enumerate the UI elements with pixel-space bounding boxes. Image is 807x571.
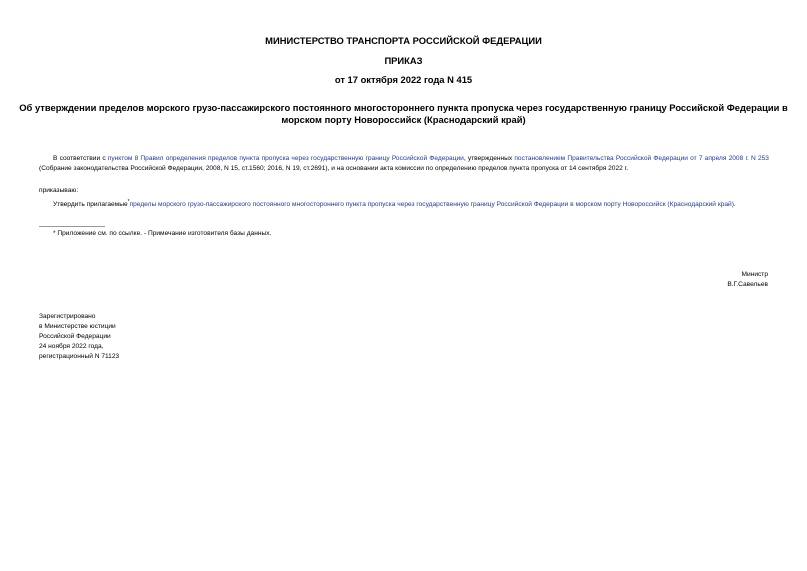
- preamble-text-2: , утвержденных: [463, 155, 515, 162]
- registration-line-5: регистрационный N 71123: [39, 353, 120, 360]
- registration-line-4: 24 ноября 2022 года,: [39, 343, 104, 350]
- preamble-text-3: (Собрание законодательства Российской Федерации, 2008, N 15, ст.1560; 2016, N 19, ст.2691), и на основании акта комиссии по определению пределов пункта пропуска от 14 сентября 2022 г.: [39, 165, 629, 173]
- government-decree-link[interactable]: постановлением Правительства Российской Федерации от 7 апреля 2008 г. N 253: [514, 155, 769, 162]
- ministry-heading: МИНИСТЕРСТВО ТРАНСПОРТА РОССИЙСКОЙ ФЕДЕРАЦИИ: [265, 35, 542, 46]
- signatory-name: В.Г.Савельев: [727, 281, 768, 289]
- order-paragraph: [39, 197, 769, 210]
- rules-link[interactable]: пунктом 8 Правил определения пределов пункта пропуска через государственную границу Российской Федерации: [107, 155, 464, 162]
- registration-block: [39, 312, 119, 362]
- title-line-2: морском порту Новороссийск (Краснодарский край): [281, 114, 526, 125]
- signatory-position: Министр: [741, 271, 768, 278]
- doc-type-heading: ПРИКАЗ: [384, 55, 423, 66]
- registration-line-2: в Министерстве юстиции: [39, 323, 116, 330]
- signature-block: [727, 270, 768, 291]
- footnote-mark: *: [127, 199, 130, 205]
- document-title: [0, 102, 807, 126]
- footnote-divider: [39, 226, 105, 227]
- registration-line-1: Зарегистрировано: [39, 313, 96, 320]
- order-text-2: .: [733, 201, 736, 209]
- registration-line-3: Российской Федерации: [39, 333, 111, 340]
- footnote-text: * Приложение см. по ссылке. - Примечание изготовителя базы данных.: [53, 230, 272, 237]
- preamble-paragraph: [39, 154, 769, 175]
- date-number-heading: от 17 октября 2022 года N 415: [334, 74, 473, 85]
- order-text-1: Утвердить прилагаемые: [53, 201, 128, 209]
- limits-annex-link[interactable]: пределы морского грузо-пассажирского постоянного многостороннего пункта пропуска через государственную границу Российской Федерации в морском порту Новороссийск (Краснодарский край): [129, 201, 734, 209]
- title-line-1: Об утверждении пределов морского грузо-пассажирского постоянного многостороннего пункта пропуска через государственную границу Российской Федерации в: [19, 102, 788, 113]
- prikazyvayu-text: приказываю:: [39, 187, 79, 194]
- preamble-text-1: В соответствии с: [53, 155, 108, 162]
